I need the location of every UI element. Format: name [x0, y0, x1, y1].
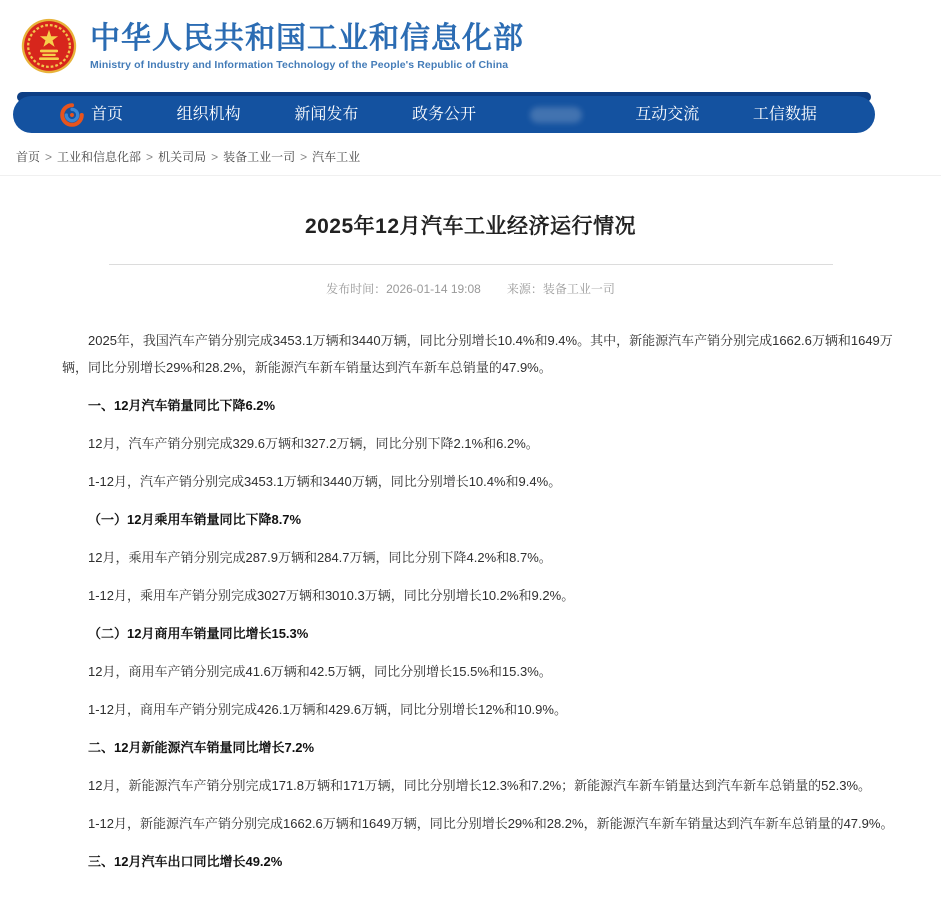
breadcrumb-separator: > [300, 150, 308, 164]
section-2-paragraph: 1-12月，新能源汽车产销分别完成1662.6万辆和1649万辆，同比分别增长29%和28.2%，新能源汽车新车销量达到汽车新车总销量的47.9%。 [88, 816, 894, 831]
section-1-1-paragraph: 12月，乘用车产销分别完成287.9万辆和284.7万辆，同比分别下降4.2%和8.7%。 [88, 550, 552, 565]
section-2-paragraph: 12月，新能源汽车产销分别完成171.8万辆和171万辆，同比分别增长12.3%和7.2%；新能源汽车新车销量达到汽车新车总销量的52.3%。 [88, 778, 872, 793]
nav-item-news[interactable]: 新闻发布 [294, 106, 359, 123]
breadcrumb-equipment-bureau[interactable]: 装备工业一司 [223, 150, 296, 164]
miit-swirl-icon[interactable] [59, 102, 85, 128]
article-title: 2025年12月汽车工业经济运行情况 [304, 215, 637, 238]
breadcrumb-departments[interactable]: 机关司局 [158, 150, 207, 164]
org-names [90, 22, 524, 71]
nav-item-organization[interactable]: 组织机构 [176, 106, 241, 123]
section-1-paragraph: 12月，汽车产销分别完成329.6万辆和327.2万辆，同比分别下降2.1%和6.2%。 [88, 436, 539, 451]
navbar-pill [13, 96, 875, 133]
national-emblem-icon [20, 17, 78, 75]
org-name-cn: 中华人民共和国工业和信息化部 [90, 21, 524, 55]
article-meta [0, 280, 941, 297]
main-navbar [13, 92, 875, 133]
section-1-1-paragraph: 1-12月，乘用车产销分别完成3027万辆和3010.3万辆，同比分别增长10.2%和9.2%。 [88, 588, 575, 603]
breadcrumb-miit[interactable]: 工业和信息化部 [57, 150, 142, 164]
nav-item-gov-disclosure[interactable]: 政务公开 [411, 106, 476, 123]
nav-item-blurred[interactable] [530, 107, 582, 123]
section-1-1-heading: （一）12月乘用车销量同比下降8.7% [88, 512, 302, 527]
section-1-heading: 一、12月汽车销量同比下降6.2% [88, 398, 276, 413]
site-header [0, 0, 941, 92]
org-name-en: Ministry of Industry and Information Technology of the People's Republic of China [90, 58, 509, 71]
breadcrumb-auto-industry[interactable]: 汽车工业 [312, 150, 361, 164]
intro-paragraph: 2025年，我国汽车产销分别完成3453.1万辆和3440万辆，同比分别增长10.4%和9.4%。其中，新能源汽车产销分别完成1662.6万辆和1649万辆，同比分别增长29%和28.2%，新能源汽车新车销量达到汽车新车总销量的47.9%。 [62, 333, 893, 375]
nav-item-miit-data[interactable]: 工信数据 [752, 106, 817, 123]
breadcrumb-home[interactable]: 首页 [16, 150, 41, 164]
article-body [0, 323, 941, 906]
source-label: 来源： [506, 282, 543, 296]
breadcrumb-separator: > [45, 150, 53, 164]
breadcrumb-separator: > [146, 150, 154, 164]
section-2-heading: 二、12月新能源汽车销量同比增长7.2% [88, 740, 315, 755]
publish-time-value: 2026-01-14 19:08 [386, 282, 481, 296]
source-value: 装备工业一司 [542, 282, 615, 296]
breadcrumb-separator: > [211, 150, 219, 164]
section-1-paragraph: 1-12月，汽车产销分别完成3453.1万辆和3440万辆，同比分别增长10.4%和9.4%。 [88, 474, 562, 489]
nav-items [91, 96, 817, 133]
section-1-2-paragraph: 1-12月，商用车产销分别完成426.1万辆和429.6万辆，同比分别增长12%和10.9%。 [88, 702, 567, 717]
breadcrumb [0, 133, 941, 175]
publish-time-label: 发布时间： [326, 282, 387, 296]
article [0, 175, 941, 906]
section-1-2-heading: （二）12月商用车销量同比增长15.3% [88, 626, 309, 641]
section-1-2-paragraph: 12月，商用车产销分别完成41.6万辆和42.5万辆，同比分别增长15.5%和15.3%。 [88, 664, 552, 679]
nav-item-interaction[interactable]: 互动交流 [635, 106, 700, 123]
title-divider [109, 264, 833, 265]
nav-item-home[interactable]: 首页 [91, 106, 124, 123]
section-3-heading: 三、12月汽车出口同比增长49.2% [88, 854, 283, 869]
